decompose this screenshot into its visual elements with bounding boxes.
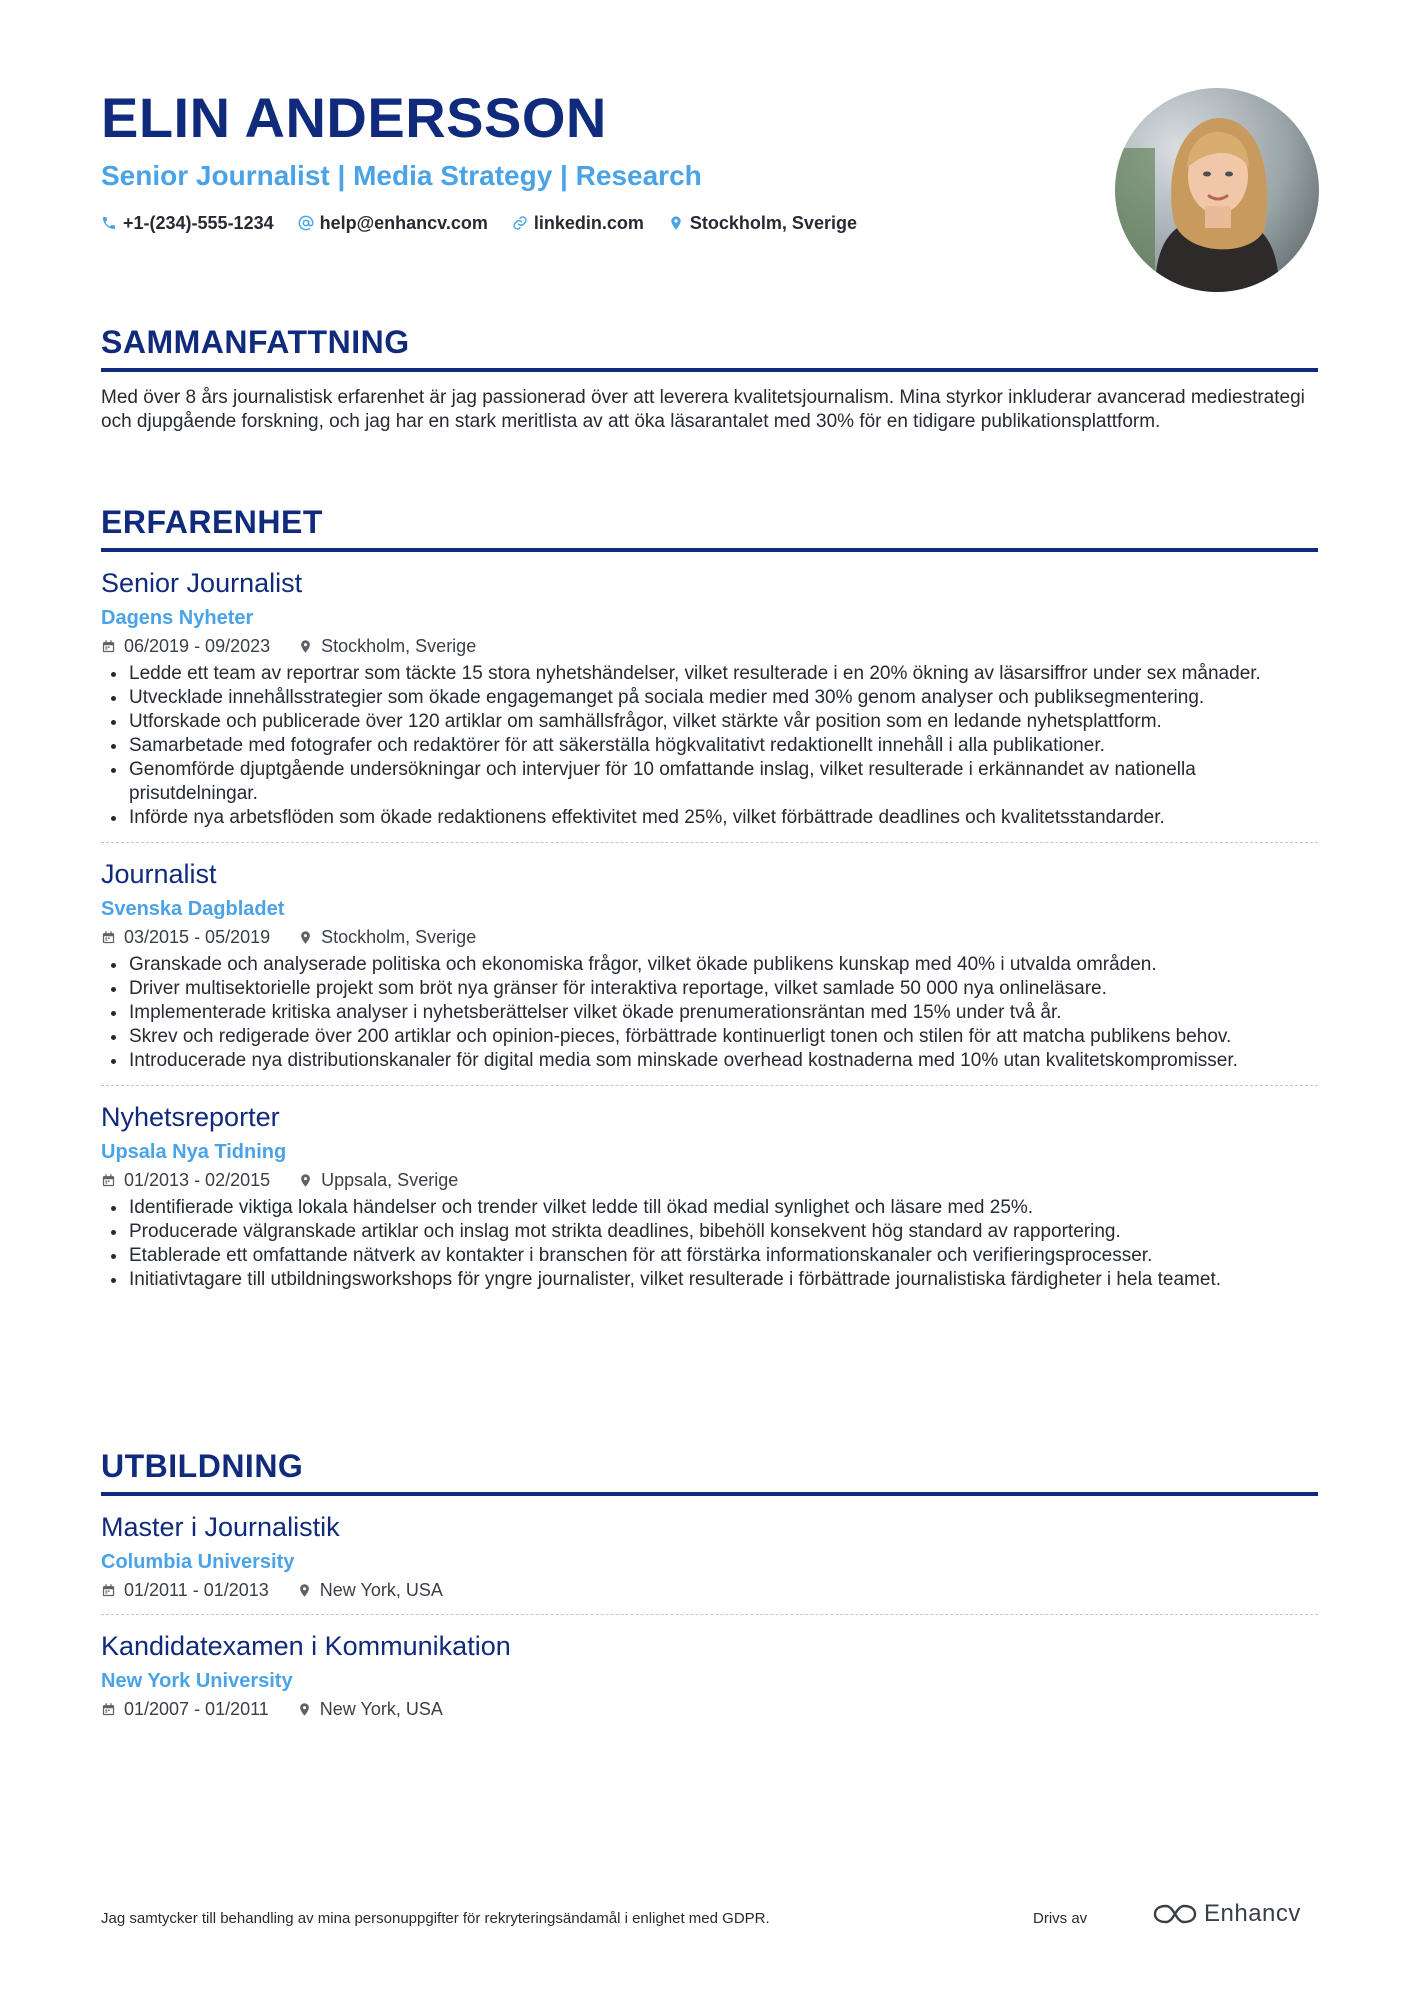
bullet-item: Skrev och redigerade över 200 artiklar och opinion-pieces, förbättrade kontinuerligt tonen och stilen för att matcha publikens behov. — [101, 1025, 1318, 1049]
education-dates-text: 01/2007 - 01/2011 — [124, 1699, 269, 1719]
phone-icon — [101, 215, 117, 231]
calendar-icon — [101, 639, 116, 654]
contact-email[interactable] — [298, 210, 488, 236]
bullet-item: Samarbetade med fotografer och redaktörer för att säkerställa högkvalitativt redaktionellt innehåll i alla publikationer. — [101, 734, 1318, 758]
bullet-item: Introducerade nya distributionskanaler för digital media som minskade overhead kostnaderna med 10% utan kvalitetskompromisser. — [101, 1049, 1318, 1073]
job-location-text: Stockholm, Sverige — [321, 927, 477, 947]
calendar-icon — [101, 1702, 116, 1717]
job-dates — [101, 634, 270, 658]
job-location-text: Uppsala, Sverige — [321, 1170, 459, 1190]
bullet-item: Granskade och analyserade politiska och ekonomiska frågor, vilket ökade publikens kunskap med 40% i utvalda områden. — [101, 953, 1318, 977]
at-icon — [298, 215, 314, 231]
section-rule — [101, 1492, 1318, 1496]
bullet-item: Utvecklade innehållsstrategier som ökade engagemanget på sociala medier med 30% genom analyser och publiksegmentering. — [101, 686, 1318, 710]
job-bullets — [101, 662, 1318, 830]
experience-entry — [101, 566, 1318, 843]
job-dates-text: 01/2013 - 02/2015 — [124, 1170, 271, 1190]
calendar-icon — [101, 1583, 116, 1598]
bullet-item: Driver multisektorielle projekt som bröt nya gränser för interaktiva reportage, vilket samlade 50 000 nya onlineläsare. — [101, 977, 1318, 1001]
enhancv-logo[interactable] — [1152, 1900, 1301, 1928]
gdpr-consent: Jag samtycker till behandling av mina personuppgifter för rekryteringsändamål i enlighet med GDPR. — [101, 1910, 770, 1927]
summary-text: Med över 8 års journalistisk erfarenhet är jag passionerad över att leverera kvalitetsjournalism. Mina styrkor inkluderar avancerad mediestrategi och djupgående forskning, och jag har en stark meritlista av att öka läsarantalet med 30% för en tidigare publikationsplattform. — [101, 387, 1305, 432]
education-dates — [101, 1697, 269, 1721]
location-pin-icon — [297, 1583, 312, 1598]
education-section — [101, 1446, 1318, 1721]
experience-entry — [101, 1100, 1318, 1292]
section-rule — [101, 548, 1318, 552]
job-role: Senior Journalist — [101, 568, 303, 598]
job-role: Nyhetsreporter — [101, 1102, 280, 1132]
job-dates-text: 03/2015 - 05/2019 — [124, 927, 271, 947]
entry-divider — [101, 842, 1318, 843]
contact-location — [668, 210, 857, 236]
summary-section — [101, 322, 1318, 434]
education-location — [297, 1578, 443, 1602]
degree-name: Master i Journalistik — [101, 1512, 340, 1542]
education-location — [297, 1697, 443, 1721]
education-meta — [101, 1578, 1318, 1602]
job-dates — [101, 1168, 270, 1192]
bullet-item: Implementerade kritiska analyser i nyhetsberättelser vilket ökade prenumerationsräntan med 15% under två år. — [101, 1001, 1318, 1025]
contact-phone[interactable] — [101, 210, 274, 236]
experience-entry — [101, 857, 1318, 1086]
location-pin-icon — [297, 1702, 312, 1717]
education-entry — [101, 1510, 1318, 1615]
brand-name: Enhancv — [1204, 1900, 1301, 1927]
contact-row — [101, 210, 1101, 236]
phone-text: +1-(234)-555-1234 — [123, 213, 274, 233]
resume-header — [101, 82, 1101, 236]
education-location-text: New York, USA — [319, 1580, 443, 1600]
job-meta — [101, 634, 1318, 658]
job-bullets — [101, 1196, 1318, 1292]
job-location-text: Stockholm, Sverige — [321, 636, 477, 656]
bullet-item: Producerade välgranskade artiklar och inslag mot strikta deadlines, bibehöll konsekvent hög standard av rapportering. — [101, 1220, 1318, 1244]
bullet-item: Etablerade ett omfattande nätverk av kontakter i branschen för att förstärka informationskanaler och verifieringsprocesser. — [101, 1244, 1318, 1268]
email-text: help@enhancv.com — [319, 213, 488, 233]
linkedin-text: linkedin.com — [533, 213, 644, 233]
job-meta — [101, 1168, 1318, 1192]
job-location — [298, 1168, 458, 1192]
section-heading: UTBILDNING — [101, 1448, 304, 1484]
job-company: Dagens Nyheter — [101, 607, 254, 629]
bullet-item: Införde nya arbetsflöden som ökade redaktionens effektivitet med 25%, vilket förbättrade deadlines och kvalitetsstandarder. — [101, 806, 1318, 830]
location-pin-icon — [668, 215, 684, 231]
bullet-item: Initiativtagare till utbildningsworkshops för yngre journalister, vilket resulterade i förbättrade journalistiska färdigheter i hela teamet. — [101, 1268, 1318, 1292]
enhancv-logo-icon — [1152, 1902, 1198, 1926]
location-pin-icon — [298, 639, 313, 654]
school-name: Columbia University — [101, 1551, 295, 1573]
job-dates-text: 06/2019 - 09/2023 — [124, 636, 271, 656]
education-dates-text: 01/2011 - 01/2013 — [124, 1580, 269, 1600]
bullet-item: Genomförde djuptgående undersökningar och intervjuer för 10 omfattande inslag, vilket resulterade i erkännandet av nationella prisutdelningar. — [101, 758, 1318, 806]
job-location — [298, 925, 476, 949]
bullet-item: Utforskade och publicerade över 120 artiklar om samhällsfrågor, vilket stärkte vår position som en ledande nyhetsplattform. — [101, 710, 1318, 734]
entry-divider — [101, 1614, 1318, 1615]
experience-section — [101, 502, 1318, 1292]
location-pin-icon — [298, 1173, 313, 1188]
bullet-item: Ledde ett team av reportrar som täckte 15 stora nyhetshändelser, vilket resulterade i en 20% ökning av läsarsiffror under sex månader. — [101, 662, 1318, 686]
calendar-icon — [101, 1173, 116, 1188]
link-icon — [512, 215, 528, 231]
avatar — [1115, 88, 1319, 292]
job-meta — [101, 925, 1318, 949]
section-heading: ERFARENHET — [101, 504, 323, 540]
section-rule — [101, 368, 1318, 372]
degree-name: Kandidatexamen i Kommunikation — [101, 1631, 511, 1661]
location-text: Stockholm, Sverige — [689, 213, 857, 233]
candidate-name: ELIN ANDERSSON — [101, 86, 607, 149]
section-heading: SAMMANFATTNING — [101, 324, 410, 360]
bullet-item: Identifierade viktiga lokala händelser och trender vilket ledde till ökad medial synlighet och läsare med 25%. — [101, 1196, 1318, 1220]
job-location — [298, 634, 476, 658]
job-role: Journalist — [101, 859, 217, 889]
job-bullets — [101, 953, 1318, 1073]
powered-by-label: Drivs av — [1033, 1910, 1088, 1927]
location-pin-icon — [298, 930, 313, 945]
education-entry — [101, 1629, 1318, 1721]
candidate-title: Senior Journalist | Media Strategy | Research — [101, 160, 702, 191]
job-company: Upsala Nya Tidning — [101, 1141, 287, 1163]
education-location-text: New York, USA — [319, 1699, 443, 1719]
education-meta — [101, 1697, 1318, 1721]
education-dates — [101, 1578, 269, 1602]
calendar-icon — [101, 930, 116, 945]
contact-linkedin[interactable] — [512, 210, 644, 236]
school-name: New York University — [101, 1670, 293, 1692]
entry-divider — [101, 1085, 1318, 1086]
job-dates — [101, 925, 270, 949]
job-company: Svenska Dagbladet — [101, 898, 285, 920]
